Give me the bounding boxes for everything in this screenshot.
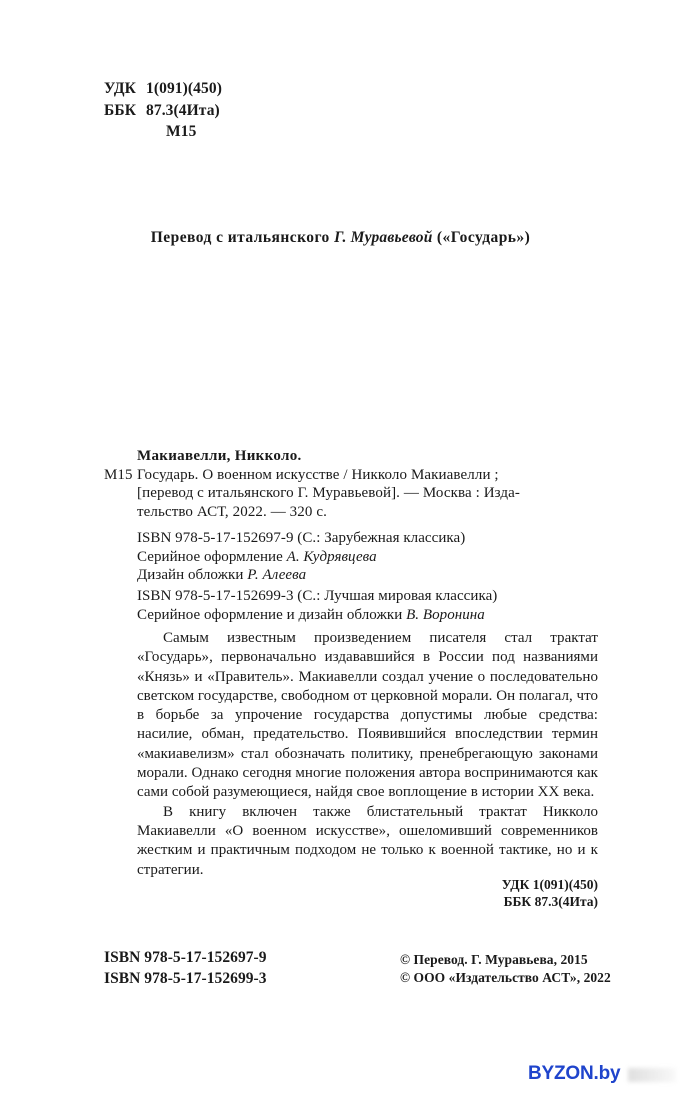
- bbk-line-bottom: ББК 87.3(4Ита): [503, 894, 598, 909]
- isbn-group-2: [137, 587, 497, 624]
- series-designer-name-1: А. Кудрявцева: [286, 548, 377, 565]
- biblio-line-3: тельство АСТ, 2022. — 320 с.: [137, 503, 327, 520]
- watermark-smudge: [628, 1068, 676, 1082]
- annotation-text: [137, 629, 598, 880]
- footer-isbn-block: [104, 947, 267, 989]
- classification-block-bottom: [400, 876, 598, 910]
- biblio-marker: М15: [104, 466, 133, 483]
- translator-name: Г. Муравьевой: [334, 229, 433, 246]
- annotation-paragraph-1: Самым известным произведением писателя стал трактат «Государь», первоначально издававшийся в России под названиями «Князь» и «Правитель». Макиавелли создал учение о последовательно светском государстве, свободном от церковной морали. Он полагал, что в борьбе за упрочение государства допустимы любые средства: насилие, обман, предательство. Появившийся впоследствии термин «макиавелизм» стал обозначать политику, пренебрегающую законами морали. Однако сегодня многие положения автора воспринимаются как сами собой разумеющиеся, найдя свое воплощение в истории XX века.: [137, 630, 598, 801]
- isbn-line-zarubezhnaya: ISBN 978-5-17-152697-9 (С.: Зарубежная классика): [137, 530, 466, 546]
- translator-credit-suffix: («Государь»): [432, 229, 531, 246]
- series-design-credit-2: [137, 606, 497, 625]
- udk-line-bottom: УДК 1(091)(450): [501, 877, 598, 892]
- udk-label: УДК: [104, 80, 137, 97]
- classification-block-top: [104, 78, 222, 143]
- bbk-value: 87.3(4Ита): [146, 101, 220, 119]
- biblio-body: [104, 466, 599, 522]
- cover-designer-name-1: Р. Алеева: [247, 567, 307, 584]
- biblio-line-1: Государь. О военном искусстве / Никколо Макиавелли ;: [137, 466, 499, 483]
- annotation-paragraph-2: В книгу включен также блистательный трактат Никколо Макиавелли «О военном искусстве», ошеломивший современников жестким и практичным подходом не только к военной тактике, но и к стратегии.: [137, 803, 598, 878]
- isbn-group-1: [137, 529, 465, 585]
- translator-credit: [0, 229, 681, 247]
- udk-value: 1(091)(450): [146, 80, 222, 97]
- udk-line-top: [104, 78, 222, 100]
- footer-isbn-1: ISBN 978-5-17-152697-9: [104, 949, 267, 966]
- footer-copyright-block: [400, 951, 611, 986]
- bbk-label: ББК: [104, 101, 137, 119]
- footer-isbn-2: ISBN 978-5-17-152699-3: [104, 970, 267, 987]
- shelf-mark: М15: [166, 123, 197, 140]
- bibliographic-description: [104, 447, 599, 521]
- copyright-line-publisher: © ООО «Издательство АСТ», 2022: [400, 969, 611, 985]
- series-design-credit-1: [137, 548, 465, 567]
- biblio-author: Макиавелли, Никколо.: [137, 448, 302, 464]
- biblio-line-2: [перевод с итальянского Г. Муравьевой]. — Москва : Изда-: [137, 485, 520, 502]
- cover-design-credit-1: [137, 566, 465, 585]
- series-design-label-2: Серийное оформление и дизайн обложки: [137, 606, 407, 623]
- series-design-label-1: Серийное оформление: [137, 548, 287, 565]
- cover-design-label-1: Дизайн обложки: [137, 567, 248, 584]
- copyright-line-translation: © Перевод. Г. Муравьева, 2015: [400, 952, 588, 967]
- series-designer-name-2: В. Воронина: [406, 606, 485, 623]
- isbn-line-luchshaya: ISBN 978-5-17-152699-3 (С.: Лучшая мировая классика): [137, 588, 498, 604]
- bbk-line-top: [104, 100, 222, 122]
- byzon-watermark: BYZON.by: [528, 1063, 621, 1084]
- translator-credit-prefix: Перевод с итальянского: [150, 229, 335, 246]
